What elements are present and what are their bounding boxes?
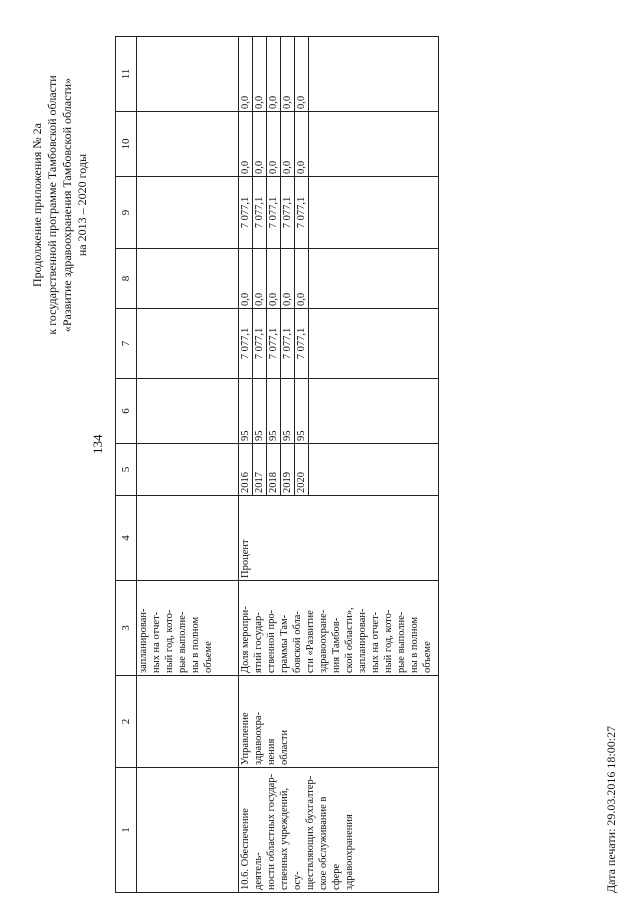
target-value: 95 bbox=[295, 379, 309, 444]
target-value: 95 bbox=[239, 379, 253, 444]
col-header-1: 1 bbox=[116, 768, 137, 893]
unit-of-measure: Процент bbox=[239, 496, 439, 581]
col-header-7: 7 bbox=[116, 309, 137, 379]
target-value: 95 bbox=[267, 379, 281, 444]
funding-regional: 7 077,1 bbox=[267, 177, 281, 249]
funding-municipal: 0,0 bbox=[253, 112, 267, 177]
continuation-indicator-text: запланирован- ных на отчет- ный год, кото- рые выполне- ны в полном объеме bbox=[137, 581, 239, 676]
funding-regional: 7 077,1 bbox=[295, 177, 309, 249]
target-value: 95 bbox=[253, 379, 267, 444]
print-date: Дата печати: 29.03.2016 18:00:27 bbox=[604, 725, 618, 893]
funding-federal: 0,0 bbox=[295, 249, 309, 309]
responsible-executor: Управление здравоохра- нения области bbox=[239, 676, 439, 768]
column-number-row bbox=[116, 37, 137, 893]
funding-other: 0,0 bbox=[239, 37, 253, 112]
header-line-3: «Развитие здравоохранения Тамбовской области» bbox=[60, 77, 74, 333]
program-table bbox=[115, 36, 439, 893]
table-row bbox=[239, 37, 253, 893]
funding-municipal: 0,0 bbox=[239, 112, 253, 177]
col-header-2: 2 bbox=[116, 676, 137, 768]
funding-regional: 7 077,1 bbox=[253, 177, 267, 249]
year-cell: 2018 bbox=[267, 444, 281, 496]
funding-federal: 0,0 bbox=[267, 249, 281, 309]
header-line-2: к государственной программе Тамбовской области bbox=[45, 75, 59, 335]
indicator-name: Доля меропри- ятий государ- ственной про- граммы Там- бовской обла- сти «Развитие здравоохране- ния Тамбов- ской области», запланирован- ных на отчет- ный год, кото- рые выполне- ны в полном объеме bbox=[239, 581, 439, 676]
col-header-3: 3 bbox=[116, 581, 137, 676]
target-value: 95 bbox=[281, 379, 295, 444]
funding-other: 0,0 bbox=[281, 37, 295, 112]
funding-other: 0,0 bbox=[267, 37, 281, 112]
col-header-6: 6 bbox=[116, 379, 137, 444]
year-cell: 2017 bbox=[253, 444, 267, 496]
year-cell: 2016 bbox=[239, 444, 253, 496]
col-header-9: 9 bbox=[116, 177, 137, 249]
funding-municipal: 0,0 bbox=[295, 112, 309, 177]
funding-regional: 7 077,1 bbox=[239, 177, 253, 249]
funding-municipal: 0,0 bbox=[267, 112, 281, 177]
funding-federal: 0,0 bbox=[253, 249, 267, 309]
funding-total: 7 077,1 bbox=[281, 309, 295, 379]
year-cell: 2020 bbox=[295, 444, 309, 496]
year-cell: 2019 bbox=[281, 444, 295, 496]
page-number: 134 bbox=[90, 434, 105, 454]
continuation-row bbox=[137, 37, 239, 893]
measure-name: 10.6. Обеспечение деятель- ности областных государ- ственных учреждений, осу- ществляющих бухгалтер- ское обслуживание в сфере здравоохранения bbox=[239, 768, 439, 893]
funding-regional: 7 077,1 bbox=[281, 177, 295, 249]
funding-municipal: 0,0 bbox=[281, 112, 295, 177]
col-header-10: 10 bbox=[116, 112, 137, 177]
funding-other: 0,0 bbox=[295, 37, 309, 112]
col-header-5: 5 bbox=[116, 444, 137, 496]
funding-federal: 0,0 bbox=[239, 249, 253, 309]
funding-total: 7 077,1 bbox=[253, 309, 267, 379]
funding-total: 7 077,1 bbox=[239, 309, 253, 379]
funding-federal: 0,0 bbox=[281, 249, 295, 309]
funding-total: 7 077,1 bbox=[295, 309, 309, 379]
col-header-8: 8 bbox=[116, 249, 137, 309]
funding-total: 7 077,1 bbox=[267, 309, 281, 379]
header-line-1: Продолжение приложения № 2а bbox=[30, 123, 44, 288]
appendix-header bbox=[30, 25, 90, 385]
col-header-4: 4 bbox=[116, 496, 137, 581]
header-line-4: на 2013 – 2020 годы bbox=[75, 153, 89, 257]
funding-other: 0,0 bbox=[253, 37, 267, 112]
col-header-11: 11 bbox=[116, 37, 137, 112]
